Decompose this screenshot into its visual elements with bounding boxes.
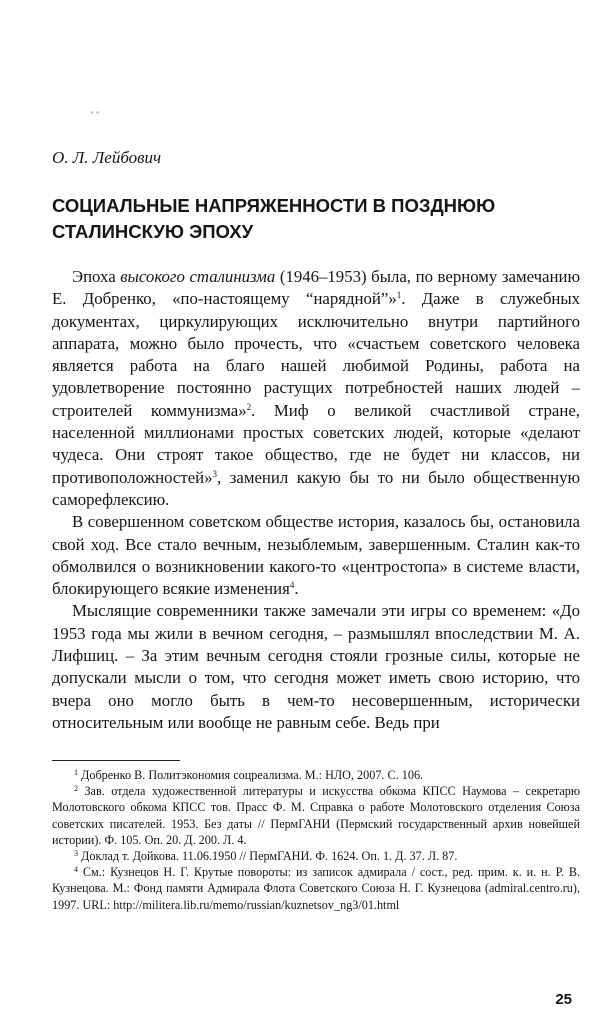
p1-text-2: . Даже в служебных документах, циркулирующих исключительно внутри партийного аппарата, можно было прочесть, что «счастьем советского человека является работа на благо нашей любимой Родины, работа на удовлетворение постоянно растущих потребностей наших людей – строителей коммунизма»	[52, 289, 581, 420]
footnote-ref-3[interactable]: 3	[212, 468, 218, 479]
footnote-text: Доклад т. Дойкова. 11.06.1950 // ПермГАНИ. Ф. 1624. Оп. 1. Д. 37. Л. 87.	[81, 849, 458, 864]
paragraph-3: Мыслящие современники также замечали эти игры со временем: «До 1953 года мы жили в вечном сегодня, – размышлял впоследствии М. А. Лифшиц. – За этим вечным сегодня стояли грозные силы, которые не допускали мысли о том, что сегодня может иметь свою историю, что вчера оно могло быть в чем-то несовершенным, исторически относительным или вообще не равным себе. Ведь при	[52, 601, 580, 732]
footnote-number: 4	[74, 865, 78, 875]
footnote-ref-1[interactable]: 1	[396, 290, 402, 301]
paragraph-2	[52, 511, 580, 600]
footnote-text: Зав. отдела художественной литературы и искусства обкома КПСС Наумова – секретарю Молотовского обкома КПСС тов. Прасс Ф. М. Справка о работе Молотовского отделения Союза советских писателей. 1953. Без даты // ПермГАНИ (Пермский государственный архив новейшей истории). Ф. 105. Оп. 20. Д. 200. Л. 4.	[52, 784, 580, 847]
footnote-4	[52, 864, 580, 913]
footnote-number: 1	[74, 768, 78, 777]
footnote-text: Добренко В. Политэкономия соцреализма. М.: НЛО, 2007. С. 106.	[81, 768, 424, 782]
p1-italic-term: высокого сталинизма	[120, 267, 276, 286]
footnote-divider	[52, 760, 180, 761]
p1-text-4: , заменил какую бы то ни было общественную саморефлексию.	[52, 467, 580, 509]
p1-text-3: . Миф о великой счастливой стране, населенной миллионами простых советских людей, которые «делают чудеса. Они строят такое общество, где не будет ни классов, ни противоположностей»	[52, 400, 580, 487]
footnote-number: 3	[74, 849, 78, 859]
footnote-number: 2	[74, 784, 78, 794]
p2-text-end: .	[294, 579, 299, 599]
article-body	[52, 266, 580, 734]
author-name: О. Л. Лейбович	[52, 148, 162, 167]
footnote-ref-4[interactable]: 4	[289, 580, 295, 591]
footnote-3	[52, 848, 580, 864]
article-title: СОЦИАЛЬНЫЕ НАПРЯЖЕННОСТИ В ПОЗДНЮЮ СТАЛИНСКУЮ ЭПОХУ	[52, 195, 496, 242]
footnote-text: См.: Кузнецов Н. Г. Крутые повороты: из записок адмирала / сост., ред. прим. к. и. н. Р. В. Кузнецова. М.: Фонд памяти Адмирала Флота Советского Союза Н. Г. Кузнецова (admiral.centro.ru), 1997. URL: http://militera.lib.ru/memo/russian/kuznetsov_ng3/01.html	[52, 865, 581, 912]
p2-text: В совершенном советском обществе история, казалось бы, остановила свой ход. Все стало вечным, незыблемым, завершенным. Сталин как-то обмолвился о возникновении какого-то «центростопа» в системе власти, блокирующего всякие изменения	[52, 512, 580, 599]
p1-text-1: (1946–1953) была, по верному замечанию Е. Добренко, «по-настоящему “нарядной”»	[52, 267, 580, 309]
page-number: 25	[555, 991, 572, 1008]
footnote-2	[52, 783, 580, 848]
paragraph-1	[52, 266, 580, 511]
footnote-ref-2[interactable]: 2	[246, 401, 252, 412]
p1-text-start: Эпоха	[72, 267, 121, 286]
footnote-1	[52, 767, 580, 783]
scan-mark: " "	[90, 110, 100, 120]
footnotes	[52, 767, 580, 913]
